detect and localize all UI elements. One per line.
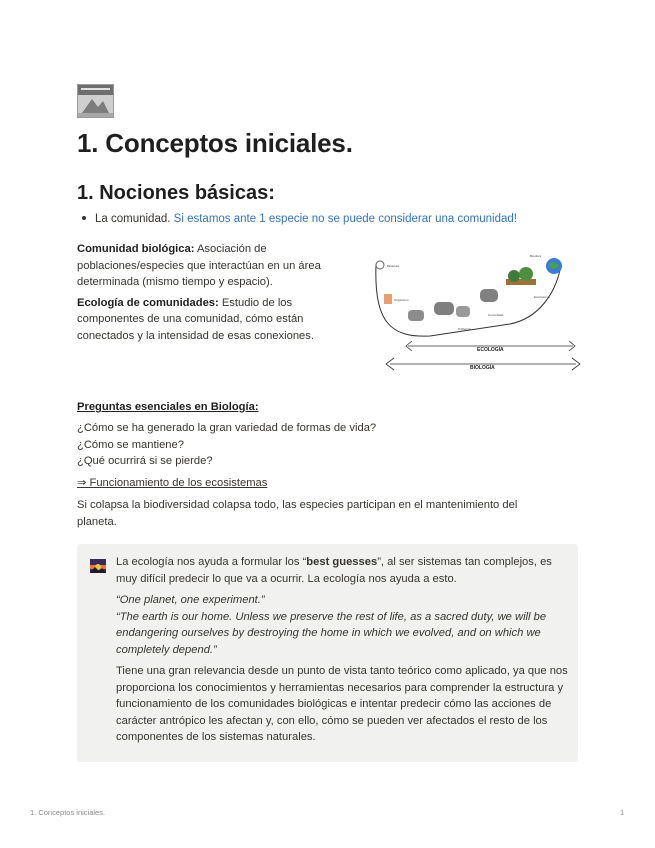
callout-quote-1: “One planet, one experiment.” — [116, 594, 265, 606]
callout-p1-before: La ecología nos ayuda a formular los “ — [116, 556, 307, 568]
callout-p1-after: ”, al ser sistemas tan complejos, es muy difícil predecir lo que va a ocurrir. La ecología nos ayuda a esto. — [116, 556, 552, 585]
definition-ecology — [77, 295, 362, 345]
question-2: ¿Cómo se mantiene? — [77, 438, 184, 451]
molecule-icon — [376, 261, 384, 269]
callout-paragraph-3: Tiene una gran relevancia desde un punto de vista tanto teórico como aplicado, ya que nos proporciona los conocimientos y herramientas necesarios para comprender la estructura y funcionamiento de los comunidades biológicas e intentar predecir cómo las acciones de carácter antrópico les afectan y, con ello, cómo se pueden ver afectados el resto de los componentes de los sistemas naturales. — [116, 665, 568, 743]
definitions — [77, 241, 362, 348]
question-3: ¿Qué ocurrirá si se pierde? — [77, 455, 213, 467]
bullet-dot-icon — [82, 216, 86, 220]
callout-quote-2: “The earth is our home. Unless we preserve the rest of life, as a sacred duty, we will be endangering ourselves by destroying the home in which we evolved, and on which we completely depend.” — [116, 610, 547, 656]
footer-page-title: 1. Conceptos iniciales. — [30, 808, 106, 817]
label-biosphere: Biosfera — [530, 254, 542, 258]
label-biology: BIOLOGÍA — [470, 365, 495, 371]
organism-icon — [384, 294, 392, 304]
label-ecosystem: Ecosistema — [534, 295, 550, 299]
community-term: Comunidad biológica: — [77, 243, 195, 255]
page-title: 1. Conceptos iniciales. — [77, 128, 353, 158]
question-1: ¿Cómo se ha generado la gran variedad de formas de vida? — [77, 422, 377, 434]
sunset-landscape-icon — [90, 559, 106, 573]
ecosystem-function-link — [77, 475, 577, 492]
callout-box — [77, 544, 578, 762]
bullet-highlight: Si estamos ante 1 especie no se puede considerar una comunidad! — [173, 213, 517, 225]
bullet-item — [80, 213, 517, 225]
community-text: Asociación de poblaciones/especies que interactúan en un área determinada (mismo tiempo y espacio). — [77, 243, 321, 288]
label-ecology: ECOLOGÍA — [477, 347, 504, 353]
bullet-lead: La comunidad. — [95, 213, 171, 225]
conclusion: Si colapsa la biodiversidad colapsa todo, las especies participan en el mantenimiento del planeta. — [77, 499, 518, 528]
label-population: Población — [458, 327, 472, 331]
ecology-term: Ecología de comunidades: — [77, 296, 219, 309]
callout-paragraph-1 — [116, 554, 568, 587]
page-icon — [77, 84, 114, 118]
label-organism: Organismo — [394, 298, 409, 302]
label-molecule: Molécula — [387, 264, 400, 268]
questions-heading — [77, 399, 577, 416]
questions-list — [77, 420, 577, 470]
ecology-text: Estudio de los componentes de una comunidad, cómo están conectados y la intensidad de esas conexiones. — [77, 296, 314, 342]
callout-bold-term: best guesses — [306, 556, 378, 568]
questions-heading-text: Preguntas esenciales en Biología: — [77, 401, 259, 413]
arrow-link-text: ⇒ Funcionamiento de los ecosistemas — [77, 477, 268, 489]
section-heading: 1. Nociones básicas: — [77, 182, 275, 204]
callout-body — [116, 554, 568, 751]
definition-community — [77, 241, 362, 291]
footer-page-number: 1 — [620, 808, 625, 817]
levels-of-organization-figure — [370, 252, 583, 378]
label-community: Comunidad — [488, 313, 504, 317]
